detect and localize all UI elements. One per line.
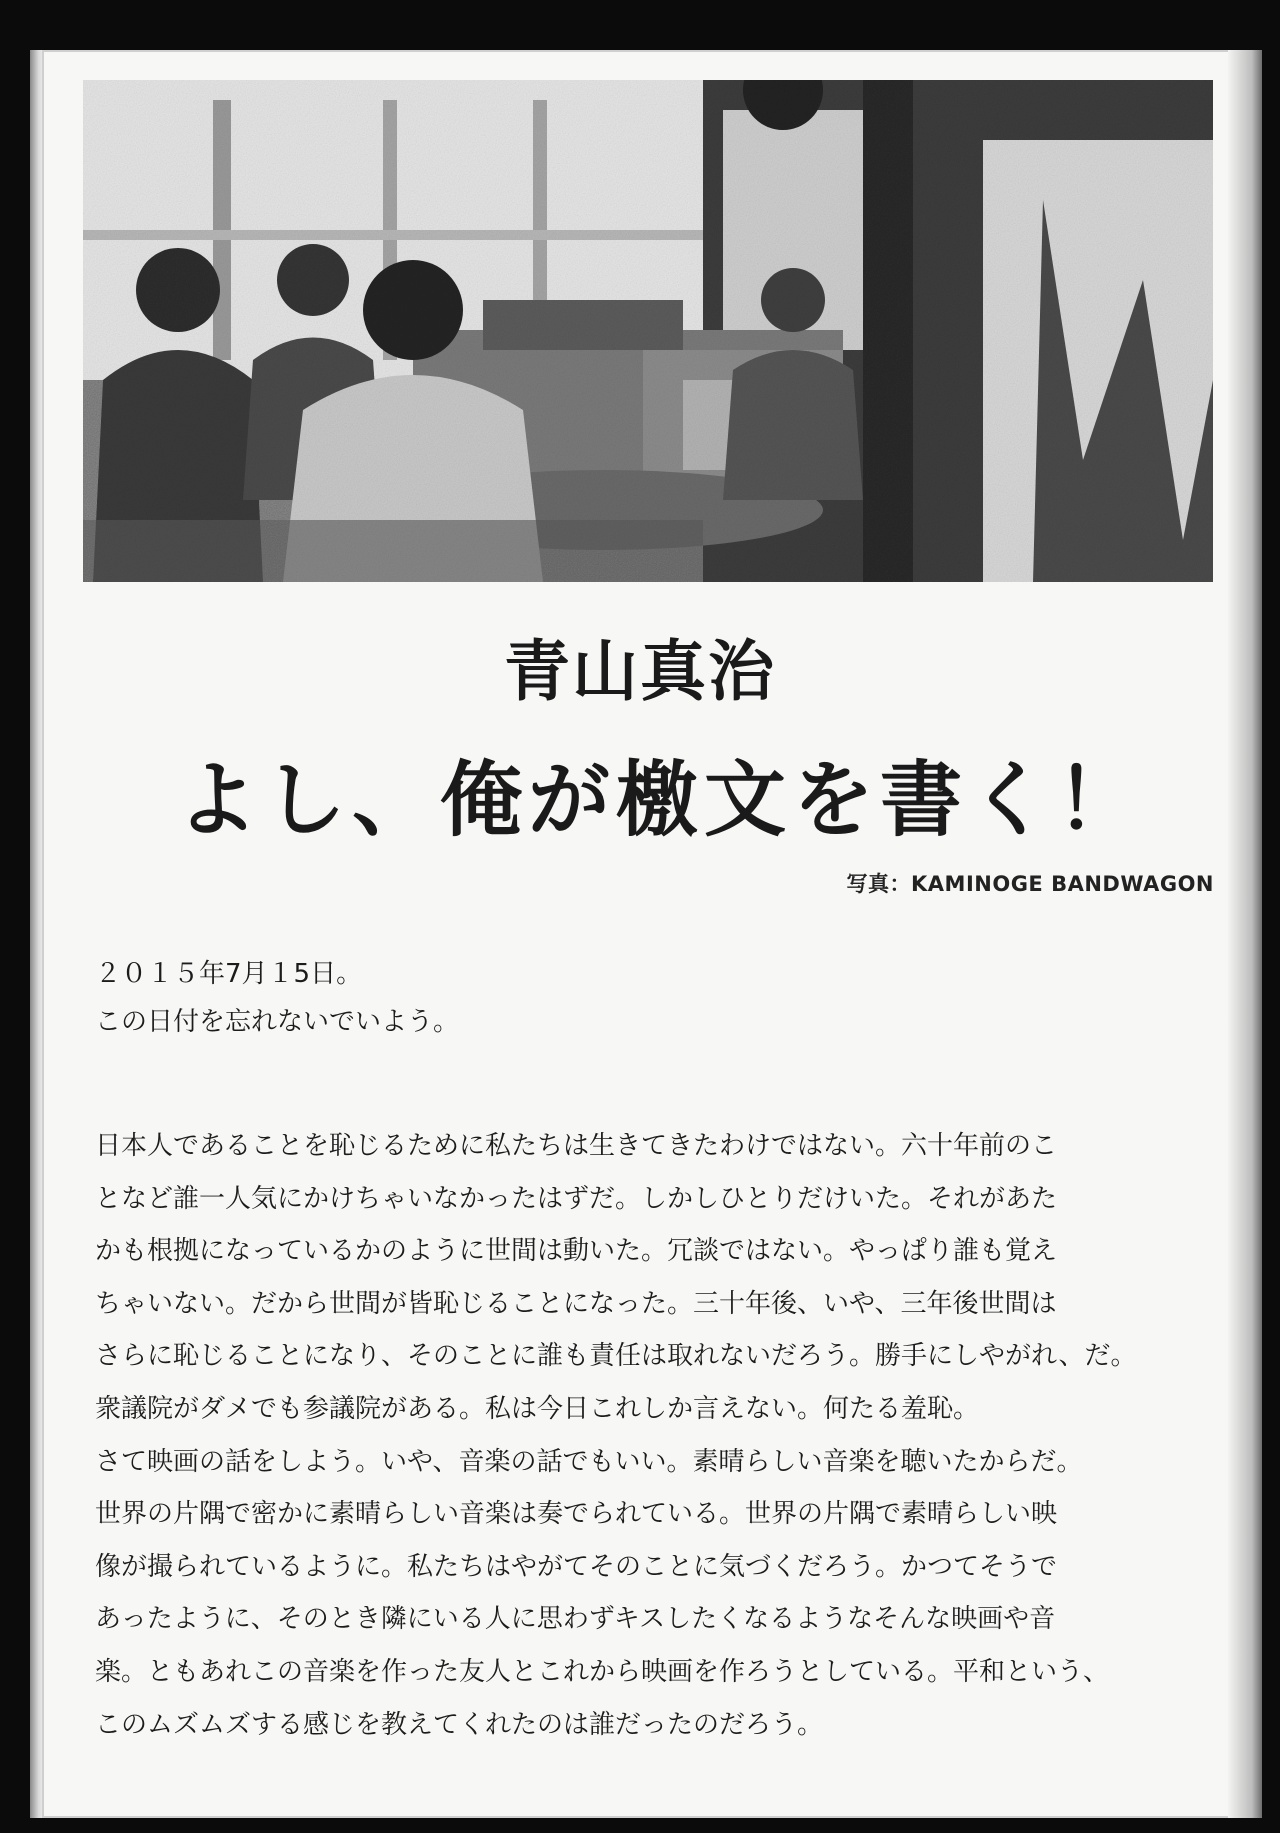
paragraph-line: あったように、そのとき隣にいる人に思わずキスしたくなるようなそんな映画や音 [95,1604,1056,1635]
page-edge [1228,50,1262,1818]
paragraph-line: このムズムズする感じを教えてくれたのは誰だったのだろう。 [95,1709,824,1740]
intro-line: ２０１５年7月１5日。 [95,959,363,989]
article-body [95,950,1230,1751]
paragraph-line: さて映画の話をしよう。いや、音楽の話でもいい。素晴らしい音楽を聴いたからだ。 [95,1446,1083,1477]
paragraph-line: ちゃいない。だから世間が皆恥じることになった。三十年後、いや、三年後世間は [95,1288,1057,1319]
paragraph-line: 楽。ともあれこの音楽を作った友人とこれから映画を作ろうとしている。平和という、 [95,1656,1110,1687]
paragraph-line: となど誰一人気にかけちゃいなかったはずだ。しかしひとりだけいた。それがあた [95,1183,1058,1214]
paragraph-line: かも根拠になっているかのように世間は動いた。冗談ではない。やっぱり誰も覚え [95,1236,1058,1267]
author-name: 青山真治 [504,633,776,710]
photo-icon [83,80,1213,582]
paragraph-line: 日本人であることを恥じるために私たちは生きてきたわけではない。六十年前のこ [95,1131,1058,1161]
paragraph-line: 像が撮られているように。私たちはやがてそのことに気づくだろう。かつてそうで [95,1551,1058,1582]
article-photo [83,80,1213,582]
paragraph-line: 衆議院がダメでも参議院がある。私は今日これしか言えない。何たる羞恥。 [95,1393,980,1424]
paragraph-line: さらに恥じることになり、そのことに誰も責任は取れないだろう。勝手にしやがれ、だ。 [95,1341,1137,1372]
article-title: よし、俺が檄文を書く！ [175,753,1144,848]
photo-credit: 写真：KAMINOGE BANDWAGON [846,872,1214,896]
intro-line: この日付を忘れないでいよう。 [95,1007,460,1037]
body-paragraph [95,1120,1230,1751]
paragraph-line: 世界の片隅で密かに素晴らしい音楽は奏でられている。世界の片隅で素晴らしい映 [95,1499,1058,1530]
